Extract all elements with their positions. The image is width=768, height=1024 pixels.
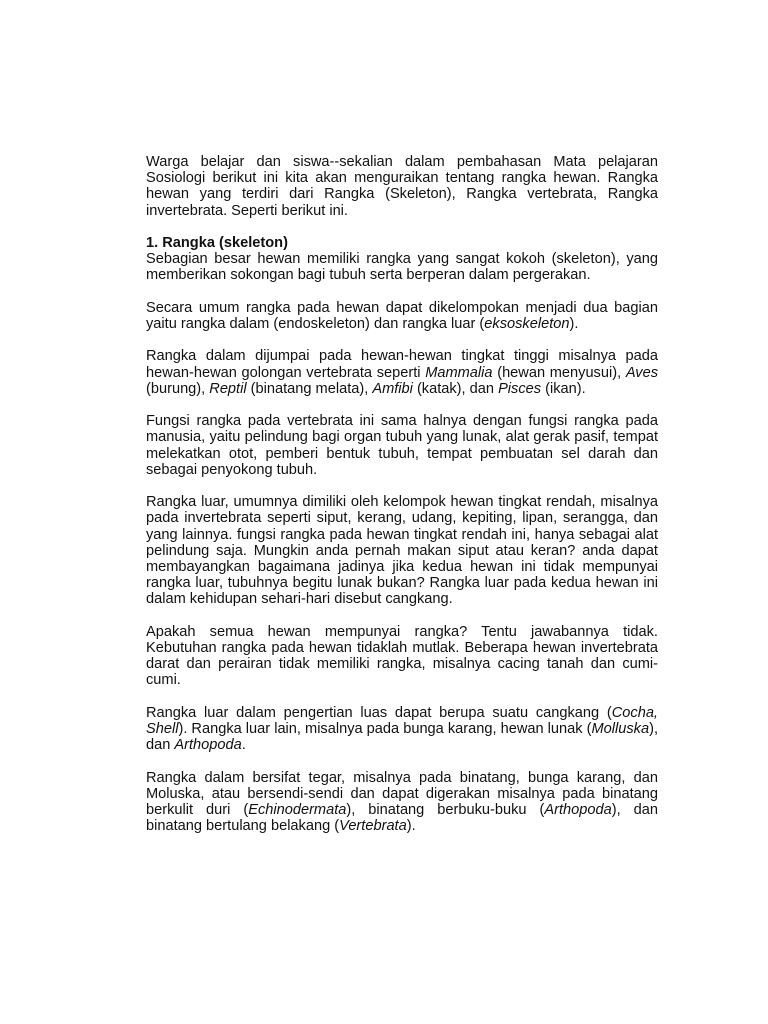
- document-page: [146, 154, 658, 851]
- text-run: Secara umum rangka pada hewan dapat dikelompokan menjadi dua bagian yaitu rangka dalam (endoskeleton) dan rangka luar (: [146, 299, 658, 332]
- text-run: (katak), dan: [412, 380, 499, 397]
- text-run: ), dan: [146, 721, 658, 754]
- text-run: ).: [569, 316, 579, 332]
- intro-paragraph: Warga belajar dan siswa--sekalian dalam pembahasan Mata pelajaran Sosiologi berikut ini kita akan menguraikan tentang rangka hewan. Rangka hewan yang terdiri dari Rangka (Skeleton), Rangka vertebrata, Rangka invertebrata. Seperti berikut ini.: [146, 154, 658, 219]
- italic-term: Molluska: [591, 721, 650, 737]
- text-run: ), dan binatang bertulang belakang (: [146, 802, 658, 835]
- text-run: .: [241, 737, 246, 754]
- italic-term: Mammalia: [425, 364, 493, 381]
- italic-term: Reptil: [209, 380, 247, 397]
- rangka-luar-paragraph: Rangka luar, umumnya dimiliki oleh kelompok hewan tingkat rendah, misalnya pada invertebrata seperti siput, kerang, udang, kepiting, lipan, serangga, dan yang lainnya. fungsi rangka pada hewan tingkat rendah ini, hanya sebagai alat pelindung saja. Mungkin anda pernah makan siput atau keran? anda dapat membayangkan bagaimana jadinya jika kedua hewan ini tidak mempunyai rangka luar, tubuhnya begitu lunak bukan? Rangka luar pada kedua hewan ini dalam kehidupan sehari-hari disebut cangkang.: [146, 494, 658, 608]
- text-run: (binatang melata),: [246, 380, 373, 397]
- section-1-heading: 1. Rangka (skeleton): [146, 235, 288, 251]
- italic-term: Cocha, Shell: [146, 704, 658, 737]
- italic-term: Echinodermata: [248, 802, 347, 818]
- text-run: (hewan menyusui),: [492, 364, 626, 381]
- rangka-dalam-paragraph: [146, 348, 658, 397]
- text-run: ).: [406, 818, 416, 835]
- italic-term: Arthopoda: [174, 737, 242, 754]
- text-run: ). Rangka luar lain, misalnya pada bunga karang, hewan lunak (: [178, 721, 592, 737]
- section-1-paragraph: [146, 235, 658, 284]
- rangka-tegar-paragraph: [146, 770, 658, 835]
- text-run: Rangka luar dalam pengertian luas dapat berupa suatu cangkang (: [146, 704, 612, 721]
- text-run: Rangka dalam dijumpai pada hewan-hewan tingkat tinggi misalnya pada hewan-hewan golongan vertebrata seperti: [146, 348, 658, 381]
- section-1-body: Sebagian besar hewan memiliki rangka yang sangat kokoh (skeleton), yang memberikan sokongan bagi tubuh serta berperan dalam pergerakan.: [146, 251, 658, 284]
- italic-term: Pisces: [498, 380, 542, 397]
- fungsi-rangka-paragraph: Fungsi rangka pada vertebrata ini sama halnya dengan fungsi rangka pada manusia, yaitu pelindung bagi organ tubuh yang lunak, alat gerak pasif, tempat melekatkan otot, pemberi bentuk tubuh, tempat pembuatan sel darah dan sebagai penyokong tubuh.: [146, 413, 658, 478]
- text-run: (ikan).: [541, 380, 586, 397]
- italic-term: Amfibi: [372, 380, 413, 397]
- italic-term: Vertebrata: [339, 818, 407, 835]
- italic-term: Arthopoda: [544, 802, 612, 818]
- apakah-paragraph: Apakah semua hewan mempunyai rangka? Tentu jawabannya tidak. Kebutuhan rangka pada hewan tidaklah mutlak. Beberapa hewan invertebrata darat dan perairan tidak memiliki rangka, misalnya cacing tanah dan cumi-cumi.: [146, 623, 658, 689]
- italic-term: eksoskeleton: [484, 316, 570, 332]
- rangka-umum-paragraph: [146, 300, 658, 332]
- text-run: (burung),: [146, 380, 210, 397]
- text-run: Rangka dalam bersifat tegar, misalnya pada binatang, bunga karang, dan Moluska, atau bersendi-sendi dan dapat digerakan misalnya pada binatang berkulit duri (: [146, 769, 658, 818]
- italic-term: Aves: [625, 364, 659, 381]
- cangkang-paragraph: [146, 705, 658, 754]
- text-run: ), binatang berbuku-buku (: [346, 802, 545, 818]
